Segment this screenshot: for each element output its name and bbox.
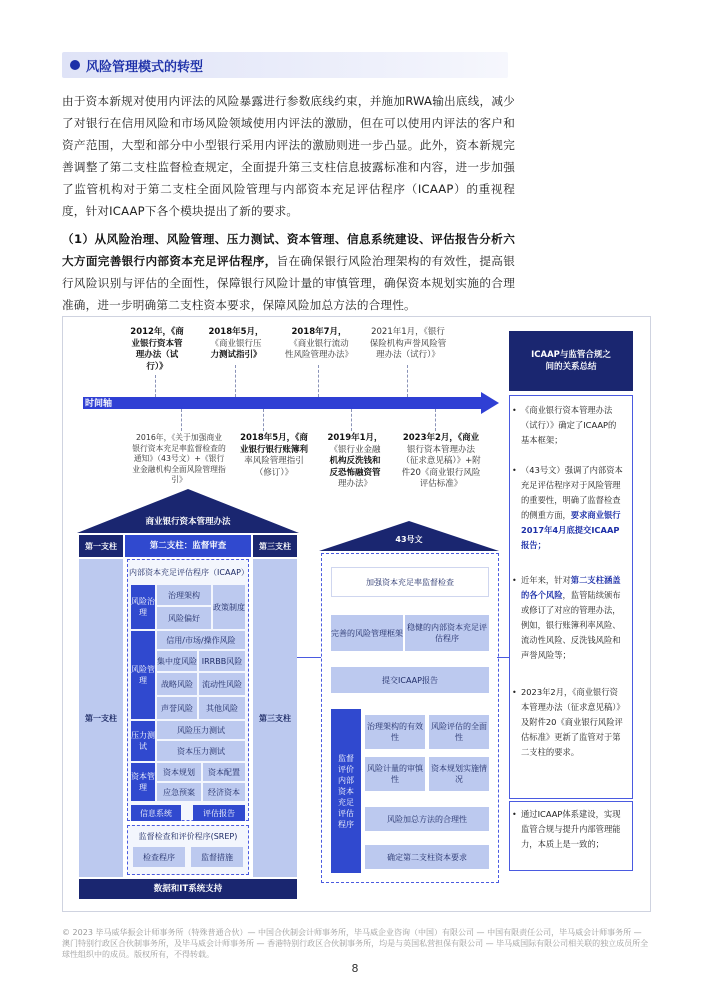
- pillar-one-column: 第一支柱: [79, 559, 123, 877]
- timeline-arrow: [83, 397, 481, 409]
- timeline-item-2021-01: 2021年1月，《银行 保险机构声誉风险管 理办法（试行）》: [369, 327, 447, 360]
- doc43-item-4: 提交ICAAP报告: [331, 667, 489, 693]
- timeline-item-2018-07: 2018年7月， 《商业银行流动 性风险管理办法》: [284, 327, 353, 360]
- connector-line: [235, 365, 236, 397]
- capital-stress-test-cell: 资本压力测试: [157, 741, 245, 761]
- doc43-item-2: 完善的风险管理框架: [331, 615, 403, 651]
- timeline-item-2016: 2016年，《关于加强商业 银行资本充足率监督检查的 通知》（43号文）+《银行 业金融机构全面风险管理指 引》: [132, 433, 226, 484]
- risk-management-label: 风险管理: [131, 631, 155, 719]
- connector-line: [318, 365, 319, 397]
- capital-management-label: 资本管理: [131, 763, 155, 801]
- pillar-two-header: 第二支柱：监督审查: [125, 535, 251, 557]
- connector-line: [263, 409, 264, 431]
- connector-line: [351, 409, 352, 431]
- pillar-three-header: 第三支柱: [253, 535, 297, 557]
- doc43-sub-2: 风险评估的全面性: [429, 715, 489, 749]
- doc43-sub-6: 确定第二支柱资本要求: [365, 845, 489, 869]
- connector-line: [181, 409, 182, 431]
- reputation-risk-cell: 声誉风险: [157, 697, 197, 719]
- summary-item-3: • 近年来，针对第二支柱涵盖的各个风险，监管陆续颁布或修订了对应的管理办法，例如，银行账簿利率风险、流动性风险、反洗钱风险和声誉风险等；: [512, 575, 621, 660]
- page-number: 8: [351, 962, 359, 975]
- connector-line: [435, 409, 436, 431]
- stress-test-label: 压力测试: [131, 721, 155, 761]
- conclusion-text: • 通过ICAAP体系建设，实现监管合规与提升内部管理能力，本质上是一致的；: [512, 809, 621, 849]
- liquidity-risk-cell: 流动性风险: [199, 673, 245, 695]
- srep-title: 监督检查和评价程序(SREP): [138, 831, 238, 841]
- risk-governance-label: 风险治理: [131, 585, 155, 629]
- timeline-item-2018-05-top: 2018年5月， 《商业银行压 力测试指引》: [208, 327, 264, 360]
- timeline-arrow-head-icon: [481, 392, 499, 414]
- supervisory-measures-cell: 监督措施: [191, 847, 243, 867]
- connector-line: [407, 365, 408, 397]
- doc43-item-3: 稳健的内部资本充足评估程序: [405, 615, 489, 651]
- doc43-sub-3: 风险计量的审慎性: [365, 757, 425, 791]
- risk-stress-test-cell: 风险压力测试: [157, 721, 245, 739]
- governance-structure-cell: 治理架构: [157, 585, 211, 605]
- data-it-support-base: 数据和IT系统支持: [79, 879, 297, 899]
- doc43-item-1: 加强资本充足率监督检查: [331, 567, 489, 597]
- contingency-plan-cell: 应急预案: [157, 783, 201, 801]
- inspection-procedure-cell: 检查程序: [133, 847, 185, 867]
- timeline-item-2018-05-bottom: 2018年5月，《商 业银行银行账簿利 率风险管理指引 （修订）》: [239, 433, 308, 478]
- pillar-one-header: 第一支柱: [79, 535, 123, 557]
- credit-market-op-risk-cell: 信用/市场/操作风险: [157, 631, 245, 649]
- intro-paragraph: 由于资本新规对使用内评法的风险暴露进行参数底线约束，并施加RWA输出底线，减少了对银行在信用风险和市场风险领域使用内评法的激励，但在可以使用内评法的客户和资产范围，大型和部分中小型银行采用内评法的激励则进一步凸显。此外，资本新规完善调整了第二支柱监督检查规定，全面提升第三支柱信息披露标准和内容，进一步加强了监管机构对于第二支柱全面风险管理与内部资本充足评估程序（ICAAP）的重视程度，针对ICAAP下各个模块提出了新的要求。: [62, 94, 515, 218]
- pillar-three-column: 第三支柱: [253, 559, 297, 877]
- connector-line: [155, 375, 156, 397]
- doc43-sub-4: 资本规划实施情况: [429, 757, 489, 791]
- assessment-report-cell: 评估报告: [193, 805, 245, 821]
- connector-line: [497, 657, 509, 658]
- strategic-risk-cell: 战略风险: [157, 673, 197, 695]
- icaap-title: 内部资本充足评估程序（ICAAP）: [129, 567, 249, 577]
- summary-title: ICAAP与监管合规之间的关系总结: [509, 331, 633, 391]
- info-system-cell: 信息系统: [131, 805, 181, 821]
- bullet-dot-icon: [70, 60, 80, 70]
- economic-capital-cell: 经济资本: [203, 783, 245, 801]
- irrbb-risk-cell: IRRBB风险: [199, 651, 245, 671]
- connector-line: [297, 657, 321, 658]
- summary-item-1: • 《商业银行资本管理办法（试行）》确定了ICAAP的基本框架；: [512, 405, 617, 445]
- doc43-sub-1: 治理架构的有效性: [365, 715, 425, 749]
- summary-item-4: • 2023年2月，《商业银行资本管理办法（征求意见稿）》及附件20《商业银行风险评估标准》更新了监管对于第二支柱的要求。: [512, 687, 623, 757]
- point-one-body: 旨在确保银行风险治理架构的有效性，提高银行风险识别与评估的全面性，保障银行风险计量的审慎管理，确保资本规划实施的合理准确，进一步明确第二支柱资本要求，保障风险加总方法的合理性。: [62, 254, 515, 312]
- point-one-heading: （1）从风险治理、风险管理、压力测试、资本管理、信息系统建设、评估报告分析六大方面完善银行内部资本充足评估程序，: [62, 232, 515, 268]
- other-risk-cell: 其他风险: [199, 697, 245, 719]
- concentration-risk-cell: 集中度风险: [157, 651, 197, 671]
- section-title: 风险管理模式的转型: [86, 60, 204, 75]
- doc43-roof-label: 43号文: [395, 534, 423, 544]
- timeline-item-2019-01: 2019年1月， 《银行业金融 机构反洗钱和 反恐怖融资管 理办法》: [327, 433, 383, 489]
- pillars-roof-label: 商业银行资本管理办法: [145, 516, 231, 527]
- doc43-sub-5: 风险加总方法的合理性: [365, 807, 489, 831]
- timeline-item-2012: 2012年，《商 业银行资本管 理办法（试 行）》: [130, 327, 184, 372]
- capital-allocation-cell: 资本配置: [203, 763, 245, 781]
- copyright-footer: © 2023 毕马威华振会计师事务所（特殊普通合伙）— 中国合伙制会计师事务所，毕马威企业咨询（中国）有限公司 — 中国有限责任公司，毕马威会计师事务所 — 澳门特别行政区合伙制事务所，及毕马威会计师事务所 — 香港特别行政区合伙制事务所，均是与英国私营担保有限公司 — 毕马威国际有限公司相关联的独立成员所全球性组织中的成员。版权所有，不得转载。: [62, 928, 649, 959]
- point-one-paragraph: [62, 228, 515, 316]
- timeline-item-2023-02: 2023年2月，《商业 银行资本管理办法 （征求意见稿）》+附 件20《商业银行风险 评估标准》: [401, 433, 481, 489]
- section-header: [62, 52, 508, 78]
- icaap-figure: [62, 316, 651, 912]
- policy-cell: 政策制度: [213, 585, 245, 629]
- capital-planning-cell: 资本规划: [157, 763, 201, 781]
- summary-item-2: • （43号文）强调了内部资本充足评估程序对于风险管理的重要性，明确了监督检查的侧重方面，要求商业银行2017年4月底提交ICAAP报告；: [512, 465, 623, 550]
- doc43-side-label: 监督评价内部资本充足评估程序: [331, 709, 361, 873]
- timeline-axis-label: 时间轴: [85, 399, 113, 409]
- risk-appetite-cell: 风险偏好: [157, 607, 211, 629]
